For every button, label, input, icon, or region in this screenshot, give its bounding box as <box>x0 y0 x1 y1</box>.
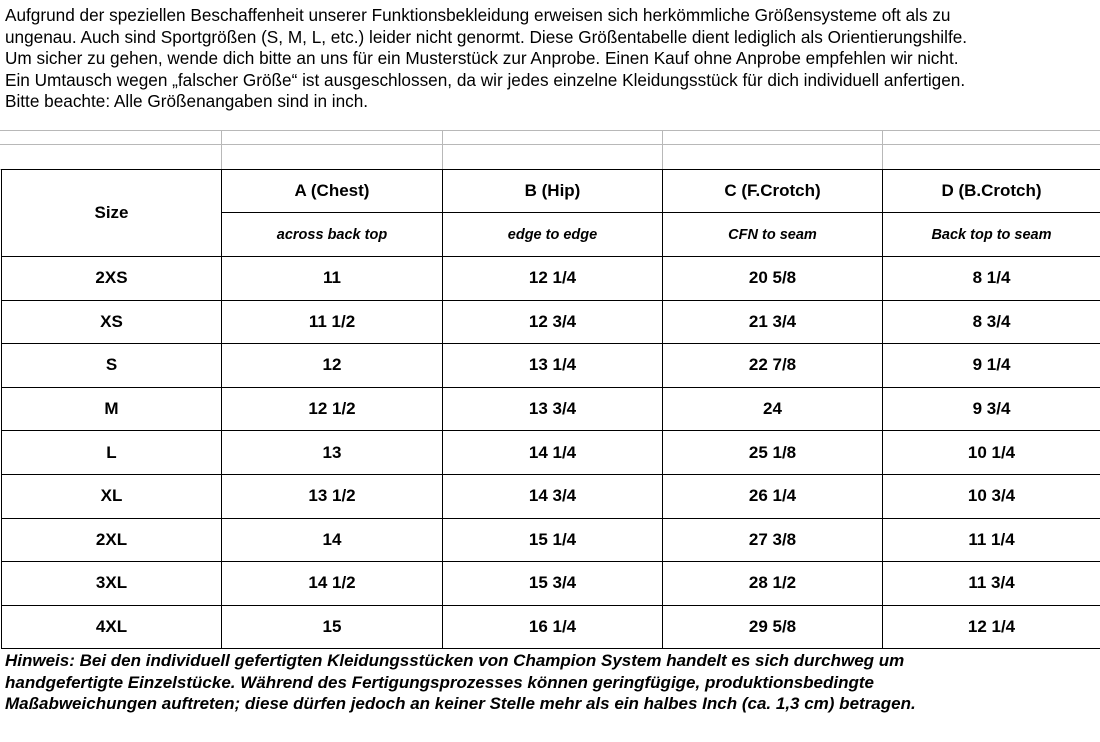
front-crotch-cell: 20 5/8 <box>663 257 883 301</box>
empty-grid-row <box>0 144 1100 170</box>
table-row <box>2 300 1100 344</box>
intro-line: Ein Umtausch wegen „falscher Größe“ ist ausgeschlossen, da wir jedes einzelne Kleidungsstück für dich individuell anfertigen. <box>5 69 966 90</box>
front-crotch-cell: 28 1/2 <box>663 562 883 606</box>
table-row <box>2 257 1100 301</box>
size-cell: XL <box>2 474 222 518</box>
front-crotch-cell: 25 1/8 <box>663 431 883 475</box>
column-subheader-b: edge to edge <box>443 213 663 257</box>
column-header-a: A (Chest) <box>222 170 443 213</box>
size-cell: 4XL <box>2 605 222 649</box>
column-subheader-d: Back top to seam <box>883 213 1100 257</box>
size-cell: 2XS <box>2 257 222 301</box>
table-row <box>2 605 1100 649</box>
intro-line: ungenau. Auch sind Sportgrößen (S, M, L, etc.) leider nicht genormt. Diese Größentabelle dient lediglich als Orientierungshilfe. <box>5 26 968 47</box>
chest-cell: 15 <box>222 605 443 649</box>
chest-cell: 12 <box>222 344 443 388</box>
empty-cell <box>662 131 882 144</box>
table-row <box>2 562 1100 606</box>
column-header-d: D (B.Crotch) <box>883 170 1100 213</box>
chest-cell: 13 <box>222 431 443 475</box>
empty-cell <box>662 145 882 169</box>
chest-cell: 14 <box>222 518 443 562</box>
column-subheader-a: across back top <box>222 213 443 257</box>
hip-cell: 12 3/4 <box>443 300 663 344</box>
size-table <box>1 169 1100 649</box>
back-crotch-cell: 8 1/4 <box>883 257 1100 301</box>
front-crotch-cell: 29 5/8 <box>663 605 883 649</box>
back-crotch-cell: 11 1/4 <box>883 518 1100 562</box>
empty-cell <box>882 131 1100 144</box>
chest-cell: 12 1/2 <box>222 387 443 431</box>
empty-grid-rows <box>0 130 1100 170</box>
size-cell: XS <box>2 300 222 344</box>
hip-cell: 14 3/4 <box>443 474 663 518</box>
back-crotch-cell: 9 1/4 <box>883 344 1100 388</box>
column-header-b: B (Hip) <box>443 170 663 213</box>
front-crotch-cell: 27 3/8 <box>663 518 883 562</box>
column-subheader-c: CFN to seam <box>663 213 883 257</box>
empty-cell <box>882 145 1100 169</box>
back-crotch-cell: 10 3/4 <box>883 474 1100 518</box>
table-row <box>2 518 1100 562</box>
intro-line: Aufgrund der speziellen Beschaffenheit unserer Funktionsbekleidung erweisen sich herkömmliche Größensysteme oft als zu <box>5 5 951 25</box>
hip-cell: 15 3/4 <box>443 562 663 606</box>
size-cell: S <box>2 344 222 388</box>
empty-grid-row <box>0 130 1100 144</box>
size-cell: M <box>2 387 222 431</box>
note-line: handgefertigte Einzelstücke. Während des Fertigungsprozesses können geringfügige, produktionsbedingte <box>5 672 874 692</box>
header-row <box>2 170 1100 213</box>
empty-cell <box>0 145 221 169</box>
chest-cell: 13 1/2 <box>222 474 443 518</box>
hip-cell: 13 1/4 <box>443 344 663 388</box>
hip-cell: 13 3/4 <box>443 387 663 431</box>
note-line: Hinweis: Bei den individuell gefertigten Kleidungsstücken von Champion System handelt es sich durchweg um <box>5 651 905 670</box>
intro-text <box>5 5 1097 113</box>
empty-cell <box>221 145 442 169</box>
hip-cell: 16 1/4 <box>443 605 663 649</box>
table-row <box>2 474 1100 518</box>
chest-cell: 11 1/2 <box>222 300 443 344</box>
front-crotch-cell: 26 1/4 <box>663 474 883 518</box>
table-row <box>2 387 1100 431</box>
back-crotch-cell: 11 3/4 <box>883 562 1100 606</box>
back-crotch-cell: 9 3/4 <box>883 387 1100 431</box>
hip-cell: 14 1/4 <box>443 431 663 475</box>
back-crotch-cell: 8 3/4 <box>883 300 1100 344</box>
intro-line: Um sicher zu gehen, wende dich bitte an uns für ein Musterstück zur Anprobe. Einen Kauf ohne Anprobe empfehlen wir nicht. <box>5 48 959 69</box>
column-header-c: C (F.Crotch) <box>663 170 883 213</box>
front-crotch-cell: 22 7/8 <box>663 344 883 388</box>
front-crotch-cell: 24 <box>663 387 883 431</box>
empty-cell <box>442 145 662 169</box>
table-row <box>2 431 1100 475</box>
hip-cell: 15 1/4 <box>443 518 663 562</box>
back-crotch-cell: 10 1/4 <box>883 431 1100 475</box>
front-crotch-cell: 21 3/4 <box>663 300 883 344</box>
empty-cell <box>221 131 442 144</box>
empty-cell <box>442 131 662 144</box>
intro-line: Bitte beachte: Alle Größenangaben sind in inch. <box>5 91 369 112</box>
note-line: Maßabweichungen auftreten; diese dürfen jedoch an keiner Stelle mehr als ein halbes Inch (ca. 1,3 cm) betragen. <box>5 694 916 713</box>
size-column-header: Size <box>2 170 222 257</box>
back-crotch-cell: 12 1/4 <box>883 605 1100 649</box>
chest-cell: 11 <box>222 257 443 301</box>
empty-cell <box>0 131 221 144</box>
size-cell: 3XL <box>2 562 222 606</box>
chest-cell: 14 1/2 <box>222 562 443 606</box>
table-row <box>2 344 1100 388</box>
size-cell: 2XL <box>2 518 222 562</box>
hint-note <box>5 650 1097 715</box>
size-cell: L <box>2 431 222 475</box>
hip-cell: 12 1/4 <box>443 257 663 301</box>
